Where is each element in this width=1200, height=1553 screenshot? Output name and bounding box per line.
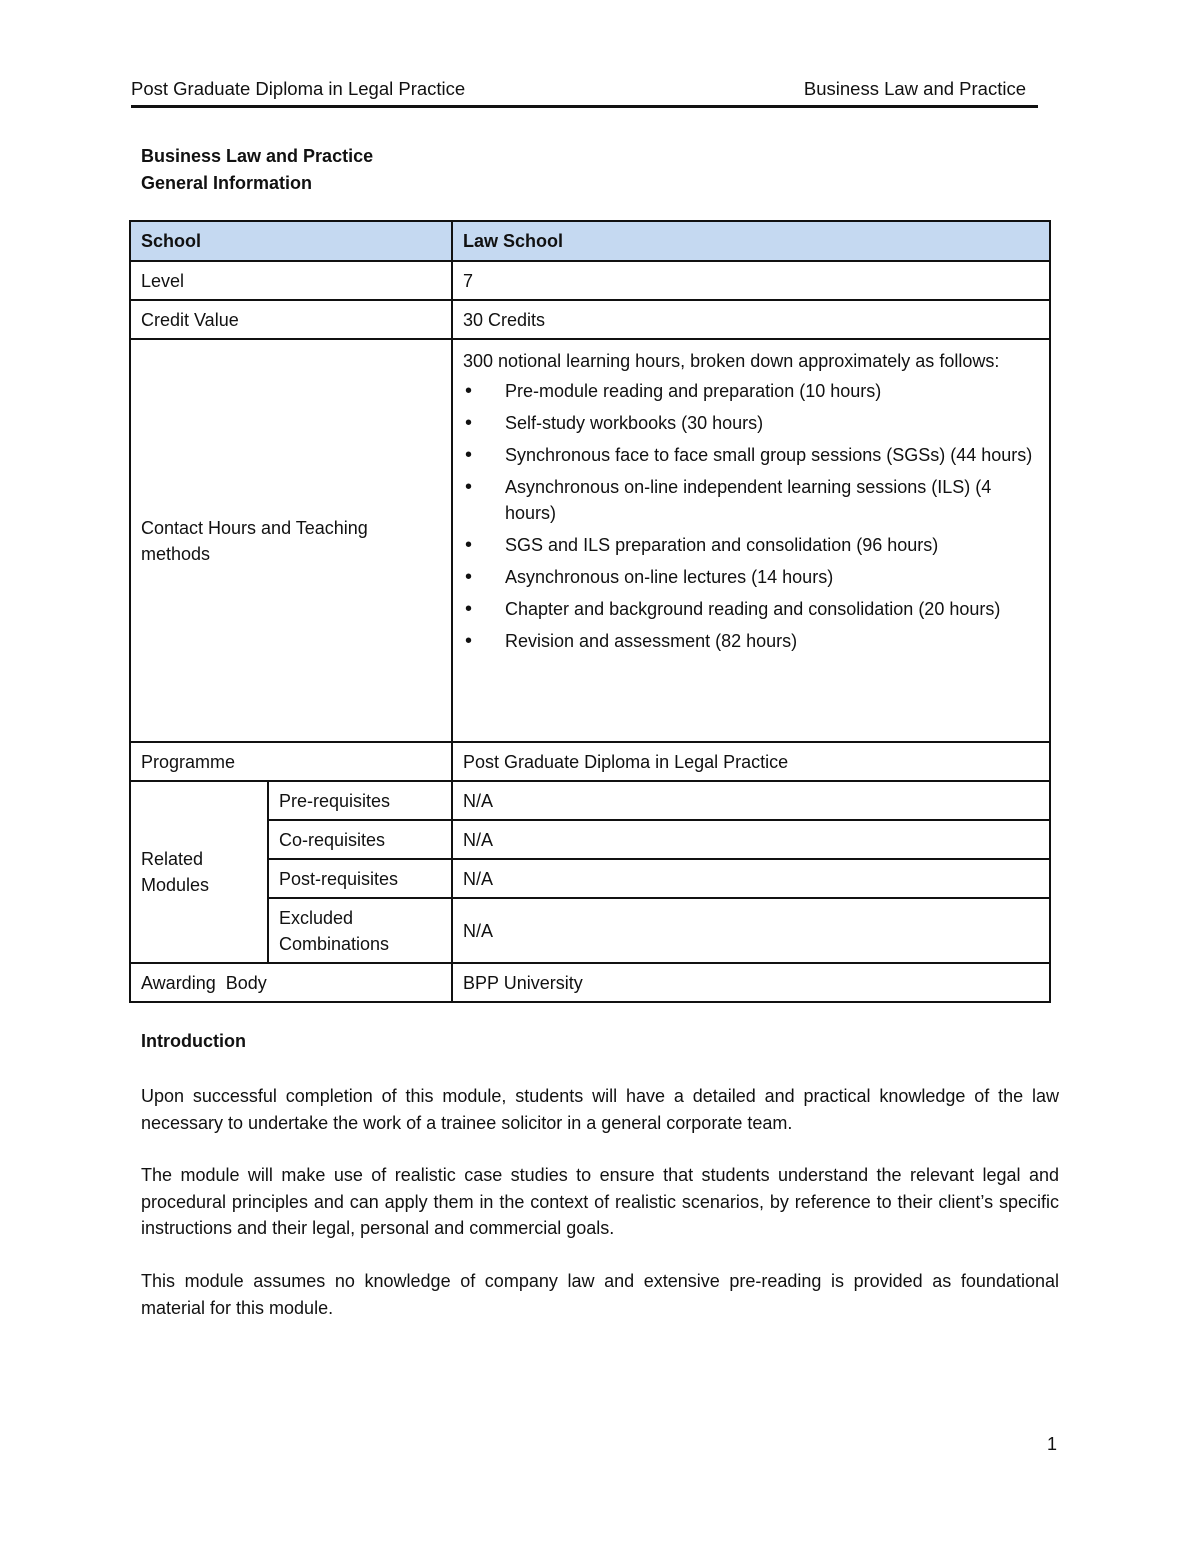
list-item: • Pre-module reading and preparation (10 hours)	[463, 378, 1039, 404]
general-information-table	[129, 220, 1051, 1003]
related-modules-label: Related Modules	[130, 781, 268, 963]
list-item: • Asynchronous on-line independent learning sessions (ILS) (4 hours)	[463, 474, 1039, 526]
introduction-heading: Introduction	[141, 1031, 246, 1051]
table-row	[130, 339, 1050, 742]
page-number: 1	[1047, 1434, 1058, 1454]
table-row	[130, 261, 1050, 300]
awarding-body-value: BPP University	[452, 963, 1050, 1002]
co-requisites-label: Co-requisites	[268, 820, 452, 859]
table-row	[130, 742, 1050, 781]
list-item: • Synchronous face to face small group sessions (SGSs) (44 hours)	[463, 442, 1039, 468]
contact-hours-intro: 300 notional learning hours, broken down approximately as follows:	[463, 351, 1000, 371]
list-item: • Self-study workbooks (30 hours)	[463, 410, 1039, 436]
table-header-row	[130, 221, 1050, 261]
school-value: Law School	[452, 221, 1050, 261]
excluded-combinations-value: N/A	[452, 898, 1050, 963]
post-requisites-value: N/A	[452, 859, 1050, 898]
post-requisites-label: Post-requisites	[268, 859, 452, 898]
pre-requisites-value: N/A	[452, 781, 1050, 820]
co-requisites-value: N/A	[452, 820, 1050, 859]
introduction-paragraph: Upon successful completion of this module, students will have a detailed and practical knowledge of the law necessary to undertake the work of a trainee solicitor in a general corporate team.	[141, 1086, 1059, 1133]
introduction-paragraph: This module assumes no knowledge of company law and extensive pre-reading is provided as foundational material for this module.	[141, 1271, 1059, 1318]
programme-value: Post Graduate Diploma in Legal Practice	[452, 742, 1050, 781]
contact-hours-label: Contact Hours and Teaching methods	[130, 339, 452, 742]
list-item: • Revision and assessment (82 hours)	[463, 628, 1039, 654]
table-row	[130, 898, 1050, 963]
credit-value: 30 Credits	[452, 300, 1050, 339]
module-title: Business Law and Practice	[141, 146, 374, 166]
table-row	[130, 820, 1050, 859]
section-title: General Information	[141, 173, 313, 193]
programme-label: Programme	[130, 742, 452, 781]
school-label: School	[130, 221, 452, 261]
running-header	[131, 76, 1038, 108]
table-row	[130, 859, 1050, 898]
awarding-body-label: Awarding Body	[130, 963, 452, 1002]
document-heading	[141, 143, 373, 197]
table-row	[130, 781, 1050, 820]
excluded-combinations-label: Excluded Combinations	[268, 898, 452, 963]
header-module-title: Business Law and Practice	[803, 78, 1026, 99]
level-value: 7	[452, 261, 1050, 300]
pre-requisites-label: Pre-requisites	[268, 781, 452, 820]
level-label: Level	[130, 261, 452, 300]
table-row	[130, 963, 1050, 1002]
list-item: • Asynchronous on-line lectures (14 hours)	[463, 564, 1039, 590]
teaching-methods-list	[463, 378, 1039, 654]
list-item: • Chapter and background reading and consolidation (20 hours)	[463, 596, 1039, 622]
list-item: • SGS and ILS preparation and consolidation (96 hours)	[463, 532, 1039, 558]
contact-hours-cell	[452, 339, 1050, 742]
header-programme-title: Post Graduate Diploma in Legal Practice	[131, 78, 466, 99]
table-row	[130, 300, 1050, 339]
credit-value-label: Credit Value	[130, 300, 452, 339]
introduction-paragraph: The module will make use of realistic case studies to ensure that students understand the relevant legal and procedural principles and can apply them in the context of realistic scenarios, by reference to their client’s specific instructions and their legal, personal and commercial goals.	[141, 1165, 1059, 1238]
